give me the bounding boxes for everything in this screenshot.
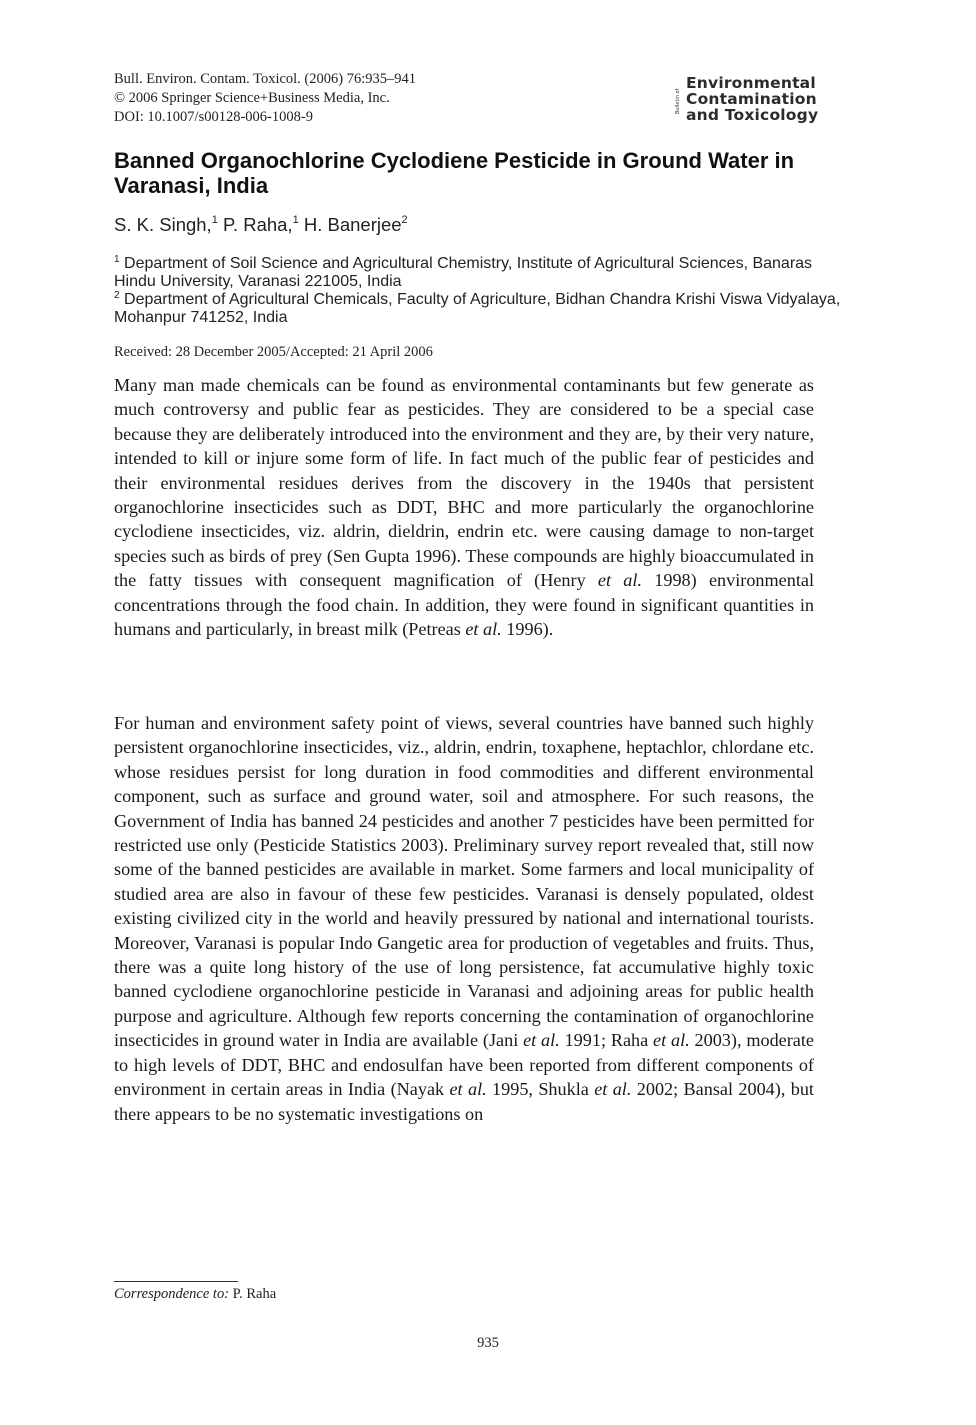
journal-logo-line: and Toxicology	[686, 106, 819, 124]
author-name: H. Banerjee	[303, 214, 402, 235]
citation-et-al: et al.	[653, 1030, 690, 1051]
correspondence-footnote	[114, 1285, 276, 1303]
body-paragraph	[114, 711, 814, 1126]
citation-header	[114, 70, 416, 127]
citation-et-al: et al.	[597, 570, 642, 591]
received-accepted-dates: Received: 28 December 2005/Accepted: 21 April 2006	[114, 344, 433, 360]
journal-logo	[676, 75, 840, 127]
correspondence-label: Correspondence to:	[114, 1286, 230, 1302]
affiliation	[114, 255, 854, 291]
author-affiliation-mark: 2	[401, 214, 408, 226]
author-affiliation-mark: 1	[292, 214, 299, 226]
correspondence-name: P. Raha	[229, 1286, 277, 1302]
citation-journal: Bull. Environ. Contam. Toxicol. (2006) 76:935–941	[114, 71, 416, 87]
paragraph-text: 1998) environmental concentrations through the food chain. In addition, they were found in significant quantities in humans and particularly, in breast milk (Petreas	[114, 570, 814, 640]
paragraph-text: For human and environment safety point of views, several countries have banned such highly persistent organochlorine insecticides, viz., aldrin, endrin, toxaphene, heptachlor, chlordane etc. whose residues persist for long duration in food commodities and different environmental component, such as surface and ground water, soil and atmosphere. For such reasons, the Government of India has banned 24 pesticides and another 7 pesticides have been permitted for restricted use only (Pesticide Statistics 2003). Preliminary survey report revealed that, still now some of the banned pesticides are available in market. Some farmers and local municipality of studied area are also in favour of these few pesticides. Varanasi is densely populated, oldest existing civilized city in the world and heavily pressured by national and international tourists. Moreover, Varanasi is popular Indo Gangetic area for production of vegetables and fruits. Thus, there was a quite long history of the use of long persistence, fat accumulative highly toxic banned cyclodiene organochlorine pesticide in Varanasi and adjoining areas for public health purpose and agriculture. Although few reports concerning the contamination of organochlorine insecticides in ground water in India are available (Jani	[114, 713, 814, 1051]
paragraph-text: 2003), moderate to high levels of DDT, BHC and endosulfan have been reported from different components of environment in certain areas in India (Nayak	[114, 1030, 814, 1100]
author-name: P. Raha,	[222, 214, 293, 235]
journal-logo-text	[686, 75, 818, 123]
author-affiliation-mark: 1	[211, 214, 218, 226]
citation-et-al: et al.	[594, 1079, 632, 1100]
affiliation	[114, 291, 854, 327]
citation-doi: DOI: 10.1007/s00128-006-1008-9	[114, 109, 313, 125]
citation-et-al: et al.	[449, 1079, 487, 1100]
affiliation-text: Department of Agricultural Chemicals, Faculty of Agriculture, Bidhan Chandra Krishi Viswa Vidyalaya, Mohanpur 741252, India	[114, 291, 841, 326]
journal-logo-side-text: Bulletin of	[675, 88, 681, 114]
paragraph-text: 2002; Bansal 2004), but there appears to be no systematic investigations on	[114, 1079, 814, 1124]
affiliation-number: 1	[114, 254, 120, 265]
author-list	[114, 213, 408, 237]
footnote-divider	[114, 1281, 238, 1282]
affiliation-number: 2	[114, 290, 120, 301]
page-number: 935	[477, 1335, 499, 1351]
paragraph-text: 1996).	[501, 619, 554, 640]
citation-copyright: © 2006 Springer Science+Business Media, Inc.	[114, 90, 390, 106]
affiliation-list	[114, 255, 854, 327]
author-name: S. K. Singh,	[114, 214, 212, 235]
citation-et-al: et al.	[465, 619, 502, 640]
affiliation-text: Department of Soil Science and Agricultural Chemistry, Institute of Agricultural Sciences, Banaras Hindu University, Varanasi 221005, India	[114, 255, 813, 290]
citation-et-al: et al.	[523, 1030, 560, 1051]
journal-logo-line: Contamination	[686, 90, 817, 108]
body-paragraph	[114, 373, 814, 641]
article-title: Banned Organochlorine Cyclodiene Pesticide in Ground Water in Varanasi, India	[114, 148, 795, 198]
paragraph-text: Many man made chemicals can be found as environmental contaminants but few generate as much controversy and public fear as pesticides. They are considered to be a special case because they are deliberately introduced into the environment and they are, by their very nature, intended to kill or injure some form of life. In fact much of the public fear of pesticides and their environmental residues derives from the discovery in the 1940s that persistent organochlorine insecticides such as DDT, BHC and more particularly the organochlorine cyclodiene insecticides, viz. aldrin, dieldrin, endrin etc. were causing damage to non-target species such as birds of prey (Sen Gupta 1996). These compounds are highly bioaccumulated in the fatty tissues with consequent magnification of (Henry	[114, 375, 814, 591]
paragraph-text: 1991; Raha	[559, 1030, 654, 1051]
paragraph-text: 1995, Shukla	[486, 1079, 595, 1100]
journal-logo-line: Environmental	[686, 74, 816, 92]
